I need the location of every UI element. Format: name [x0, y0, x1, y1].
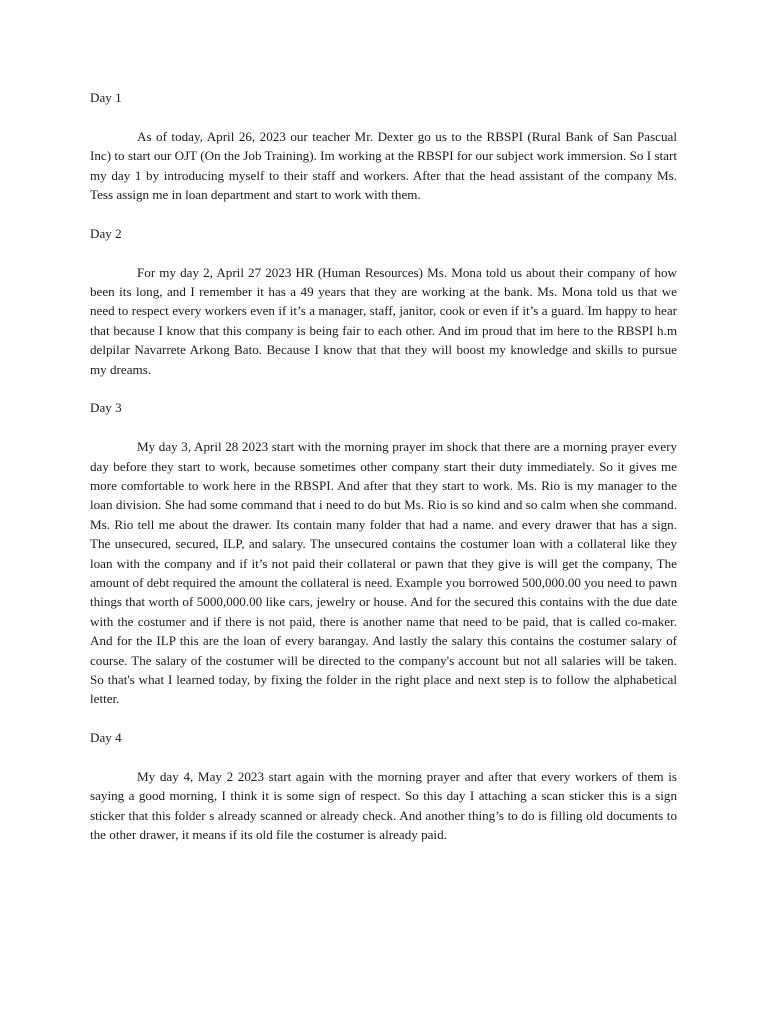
day-1-heading: Day 1 [90, 90, 122, 105]
day-4-paragraph: My day 4, May 2 2023 start again with the morning prayer and after that every workers of them is saying a good morning, I think it is some sign of respect. So this day I attaching a scan sticker this is a sign sticker that this folder s already scanned or already check. And another thing’s to do is filling old documents to the other drawer, it means if its old file the costumer is already paid. [90, 769, 677, 843]
day-1-paragraph: As of today, April 26, 2023 our teacher Mr. Dexter go us to the RBSPI (Rural Bank of San Pascual Inc) to start our OJT (On the Job Training). Im working at the RBSPI for our subject work immersion. So I start my day 1 by introducing myself to their staff and workers. After that the head assistant of the company Ms. Tess assign me in loan department and start to work with them. [90, 128, 677, 202]
day-3-paragraph: My day 3, April 28 2023 start with the morning prayer im shock that there are a morning prayer every day before they start to work, because sometimes other company start their duty immediately. So it gives me more comfortable to work here in the RBSPI. And after that they start to work. Ms. Rio is my manager to the loan division. She had some command that i need to do but Ms. Rio is so kind and so calm when she command. Ms. Rio tell me about the drawer. Its contain many folder that had a name. and every drawer that has a sign. The unsecured, secured, ILP, and salary. The unsecured contains the costumer loan with a collateral like they loan with the company and if it’s not paid their collateral or pawn that they give is will get the company, The amount of debt required the amount the collateral is need. Example you borrowed 500,000.00 you need to pawn things that worth of 5000,000.00 like cars, jewelry or house. And for the secured this contains with the due date with the costumer and if there is not paid, there is another name that need to be paid, that is called co-maker. And for the ILP this are the loan of every barangay. And lastly the salary this contains the costumer salary of course. The salary of the costumer will be directed to the company's account but not all salaries will be taken. So that's what I learned today, by fixing the folder in the right place and next step is to follow the alphabetical letter. [90, 439, 677, 707]
day-3-heading: Day 3 [90, 400, 122, 416]
day-2-paragraph: For my day 2, April 27 2023 HR (Human Resources) Ms. Mona told us about their company of how been its long, and I remember it has a 49 years that they are working at the bank. Ms. Mona told us that we need to respect every workers even if it’s a manager, staff, janitor, cook or even if it’s a guard. Im happy to hear that because I know that this company is being fair to each other. And im proud that im here to the RBSPI h.m delpilar Navarrete Arkong Bato. Because I know that that they will boost my knowledge and skills to pursue my dreams. [90, 264, 677, 377]
day-1-entry [90, 88, 677, 204]
day-3-entry [90, 398, 677, 708]
day-4-heading: Day 4 [90, 730, 122, 746]
day-4-entry [90, 728, 677, 844]
journal-page [90, 88, 677, 864]
day-2-entry [90, 224, 677, 379]
day-2-heading: Day 2 [90, 225, 122, 241]
